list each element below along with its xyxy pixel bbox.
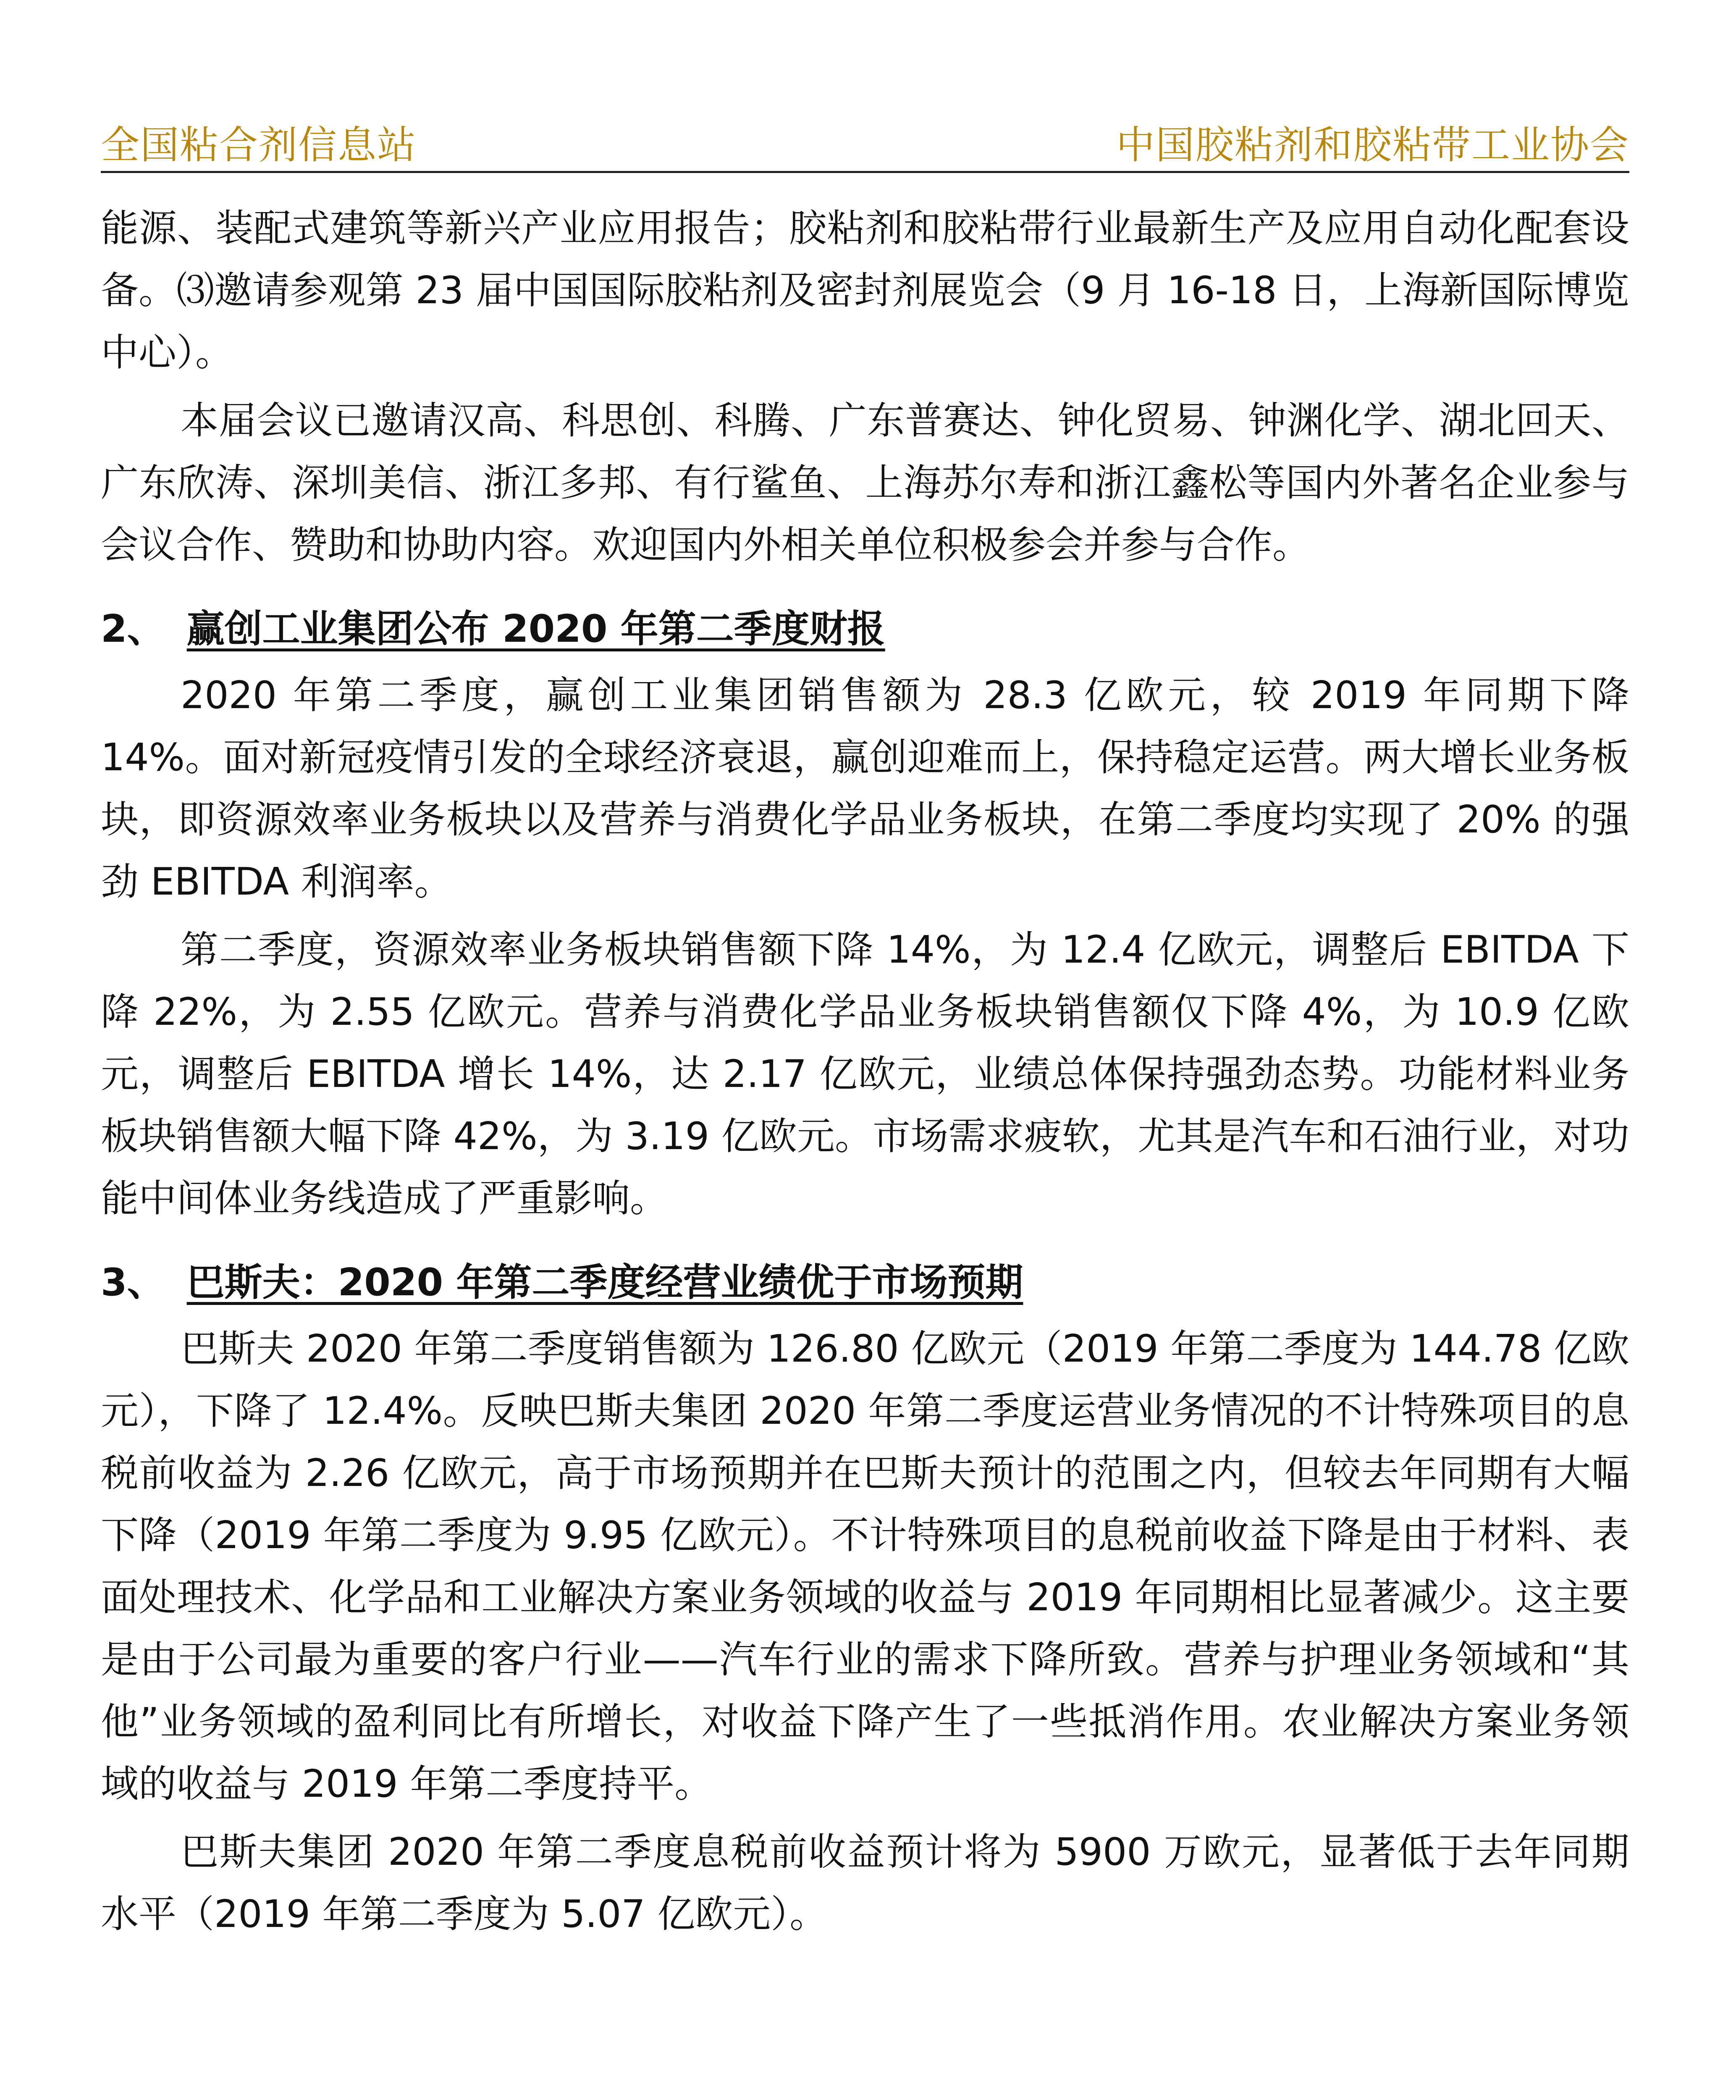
section-2-paragraph-1: 2020 年第二季度，赢创工业集团销售额为 28.3 亿欧元，较 2019 年同期下降 14%。面对新冠疫情引发的全球经济衰退，赢创迎难而上，保持稳定运营。两大增长业务板块，即资源效率业务板块以及营养与消费化学品业务板块，在第二季度均实现了 20% 的强劲 EBITDA 利润率。 bbox=[101, 673, 1629, 904]
section-3-paragraph-1: 巴斯夫 2020 年第二季度销售额为 126.80 亿欧元（2019 年第二季度为 144.78 亿欧元），下降了 12.4%。反映巴斯夫集团 2020 年第二季度运营业务情况的不计特殊项目的息税前收益为 2.26 亿欧元，高于市场预期并在巴斯夫预计的范围之内，但较去年同期有大幅下降（2019 年第二季度为 9.95 亿欧元）。不计特殊项目的息税前收益下降是由于材料、表面处理技术、化学品和工业解决方案业务领域的收益与 2019 年同期相比显著减少。这主要是由于公司最为重要的客户行业——汽车行业的需求下降所致。营养与护理业务领域和“其他”业务领域的盈利同比有所增长，对收益下降产生了一些抵消作用。农业解决方案业务领域的收益与 2019 年第二季度持平。 bbox=[101, 1327, 1629, 1806]
section-3-paragraph-2: 巴斯夫集团 2020 年第二季度息税前收益预计将为 5900 万欧元，显著低于去年同期水平（2019 年第二季度为 5.07 亿欧元）。 bbox=[101, 1830, 1629, 1936]
section-3-title: 巴斯夫：2020 年第二季度经营业绩优于市场预期 bbox=[186, 1260, 1023, 1305]
section-3-number: 3、 bbox=[101, 1260, 165, 1305]
section-2-paragraph-2: 第二季度，资源效率业务板块销售额下降 14%，为 12.4 亿欧元，调整后 EBITDA 下降 22%，为 2.55 亿欧元。营养与消费化学品业务板块销售额仅下降 4%，为 10.9 亿欧元，调整后 EBITDA 增长 14%，达 2.17 亿欧元，业绩总体保持强劲态势。功能材料业务板块销售额大幅下降 42%，为 3.19 亿欧元。市场需求疲软，尤其是汽车和石油行业，对功能中间体业务线造成了严重影响。 bbox=[101, 928, 1629, 1221]
section-3-heading bbox=[101, 1252, 1629, 1314]
intro-paragraph-1: 能源、装配式建筑等新兴产业应用报告；胶粘剂和胶粘带行业最新生产及应用自动化配套设备。⑶邀请参观第 23 届中国国际胶粘剂及密封剂展览会（9 月 16-18 日，上海新国际博览中心）。 bbox=[101, 206, 1629, 375]
section-2-number: 2、 bbox=[101, 607, 165, 651]
header-association-name: 中国胶粘剂和胶粘带工业协会 bbox=[1116, 123, 1629, 168]
section-2-title: 赢创工业集团公布 2020 年第二季度财报 bbox=[186, 607, 885, 651]
header-site-name: 全国粘合剂信息站 bbox=[101, 123, 417, 168]
intro-paragraph-2: 本届会议已邀请汉高、科思创、科腾、广东普赛达、钟化贸易、钟渊化学、湖北回天、广东欣涛、深圳美信、浙江多邦、有行鲨鱼、上海苏尔寿和浙江鑫松等国内外著名企业参与会议合作、赞助和协助内容。欢迎国内外相关单位积极参会并参与合作。 bbox=[101, 399, 1629, 567]
section-2-heading bbox=[101, 598, 1629, 660]
header-divider bbox=[101, 171, 1629, 173]
article-body bbox=[101, 197, 1629, 1951]
page-header bbox=[101, 114, 1629, 177]
